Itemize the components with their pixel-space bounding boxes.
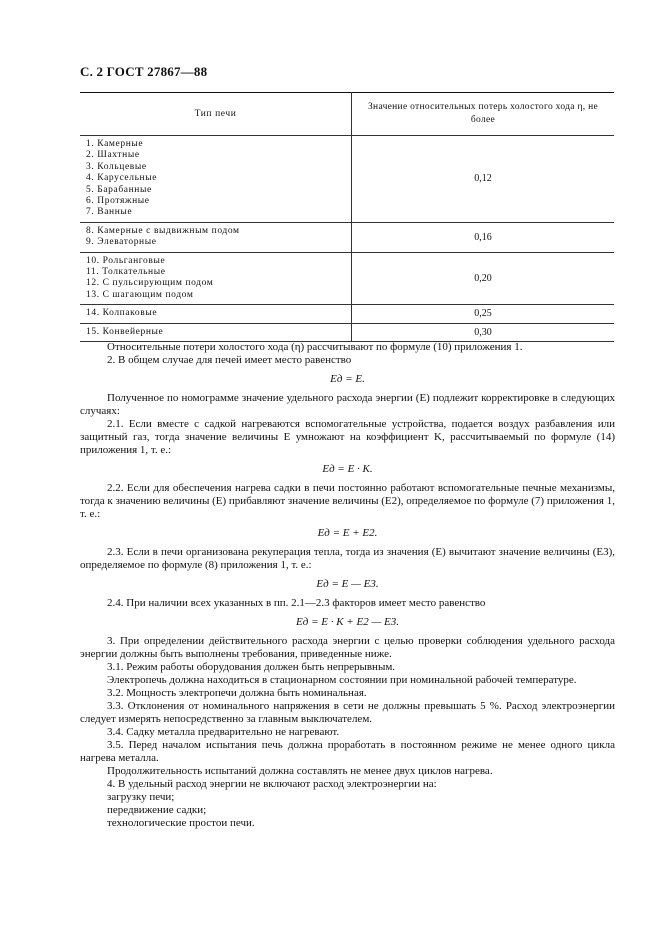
formula: Eд = E — E3. — [316, 578, 379, 590]
table-row — [80, 252, 614, 305]
furnace-type-item: 14. Колпаковые — [86, 308, 158, 319]
formula: Eд = E + E2. — [317, 527, 378, 539]
paragraph: 2.4. При наличии всех указанных в пп. 2.1—2.3 факторов имеет место равенство — [107, 597, 486, 609]
furnace-type-item: 9. Элеваторные — [86, 237, 157, 248]
paragraph: 2.3. Если в печи организована рекуперация тепла, тогда из значения (E) вычитают значение величины (E3), определяемое по формуле (8) приложения 1, т. е.: — [80, 546, 615, 571]
paragraph: 3. При определении действительного расхода энергии с целью проверки соблюдения удельного расхода энергии должны быть выполнены требования, приведенные ниже. — [80, 635, 615, 660]
furnace-loss-table — [80, 92, 614, 342]
formula: Eд = E · K. — [322, 463, 373, 475]
furnace-type-item: 12. С пульсирующим подом — [86, 278, 214, 289]
paragraph: 3.4. Садку металла предварительно не нагревают. — [107, 726, 340, 738]
paragraph: 3.1. Режим работы оборудования должен быть непрерывным. — [107, 661, 396, 673]
table-row — [80, 305, 614, 323]
paragraph: 2.2. Если для обеспечения нагрева садки в печи постоянно работают вспомогательные печные механизмы, тогда к значению величины (E) прибавляют значение величины (E2), определяемое по формуле (7) приложения 1, т. е.: — [80, 482, 615, 520]
furnace-type-item: 7. Ванные — [86, 207, 133, 218]
table-header-row — [80, 93, 614, 136]
loss-value-cell: 0,16 — [352, 222, 615, 252]
furnace-type-item: 3. Кольцевые — [86, 161, 147, 172]
loss-value-cell: 0,25 — [352, 305, 615, 323]
paragraph: Полученное по номограмме значение удельного расхода энергии (E) подлежит корректировке в следующих случаях: — [80, 392, 615, 417]
loss-value-cell: 0,20 — [352, 252, 615, 305]
furnace-type-item: 13. С шагающим подом — [86, 289, 194, 300]
furnace-type-item: 5. Барабанные — [86, 184, 152, 195]
furnace-type-cell — [80, 136, 352, 223]
paragraph: Электропечь должна находиться в стационарном состоянии при номинальной рабочей температуре. — [107, 674, 577, 686]
furnace-type-item: 1. Камерные — [86, 139, 144, 149]
furnace-type-item: 4. Карусельные — [86, 173, 158, 184]
furnace-type-cell — [80, 323, 352, 341]
table-row — [80, 136, 614, 223]
table-row — [80, 222, 614, 252]
furnace-type-cell — [80, 305, 352, 323]
loss-value-cell: 0,30 — [352, 323, 615, 341]
table-row — [80, 323, 614, 341]
paragraph: передвижение садки; — [107, 804, 207, 816]
paragraph: 3.2. Мощность электропечи должна быть номинальная. — [107, 687, 367, 699]
furnace-type-cell — [80, 222, 352, 252]
furnace-type-item: 11. Толкательные — [86, 267, 166, 278]
column-header-furnace-type: Тип печи — [80, 93, 352, 136]
paragraph: 3.3. Отклонения от номинального напряжения в сети не должны превышать 5 %. Расход электроэнергии следует измерять непосредственно за главным выключателем. — [80, 700, 615, 725]
paragraph: 3.5. Перед началом испытания печь должна проработать в постоянном режиме не менее одного цикла нагрева металла. — [80, 739, 615, 764]
furnace-type-cell — [80, 252, 352, 305]
paragraph: 2. В общем случае для печей имеет место равенство — [107, 354, 352, 366]
paragraph: Продолжительность испытаний должна составлять не менее двух циклов нагрева. — [107, 765, 493, 777]
furnace-type-item: 6. Протяжные — [86, 196, 150, 207]
paragraph: 4. В удельный расход энергии не включают расход электроэнергии на: — [107, 778, 437, 790]
furnace-type-item: 8. Камерные с выдвижным подом — [86, 225, 240, 236]
paragraph: Относительные потери холостого хода (η) рассчитывают по формуле (10) приложения 1. — [107, 341, 523, 353]
page-header: С. 2 ГОСТ 27867—88 — [80, 64, 208, 79]
loss-value-cell: 0,12 — [352, 136, 615, 223]
paragraph: технологические простои печи. — [107, 817, 255, 829]
furnace-type-item: 10. Рольганговые — [86, 255, 166, 266]
furnace-type-item: 2. Шахтные — [86, 150, 140, 161]
paragraph: загрузку печи; — [107, 791, 175, 803]
paragraph: 2.1. Если вместе с садкой нагреваются вспомогательные устройства, подается воздух разбавления или защитный газ, тогда значение величины E умножают на коэффициент K, рассчитываемый по формуле (14) приложения 1, т. е.: — [80, 418, 615, 456]
formula: Eд = E · K + E2 — E3. — [296, 616, 399, 628]
furnace-type-item: 15. Конвейерные — [86, 326, 164, 337]
formula: Eд = E. — [330, 373, 365, 385]
document-body — [80, 341, 615, 830]
column-header-loss-value: Значение относительных потерь холостого хода η, не более — [352, 93, 615, 136]
